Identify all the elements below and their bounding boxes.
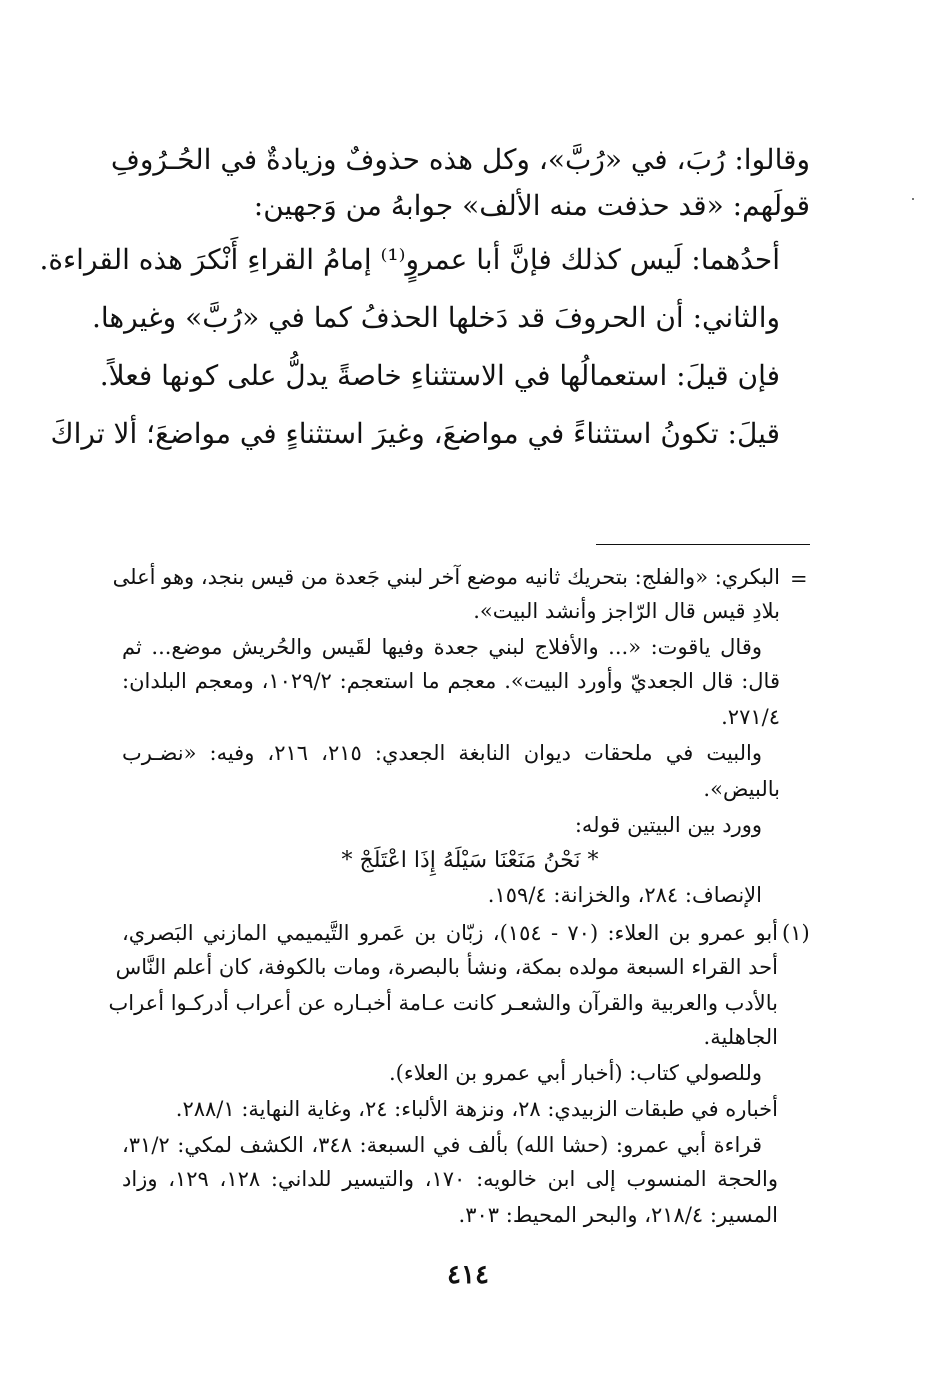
footnote-line-15: أخباره في طبقات الزبيدي: ٢٨، ونزهة الألباء: ٢٤، وغاية النهاية: ٢٨٨/١. [175, 1097, 778, 1121]
main-text-line-5: فإن قيلَ: استعمالُها في الاستثناءِ خاصةً يدلُّ على كونها فعلاً. [99, 359, 780, 392]
footnote-line-7: بالبيض». [703, 777, 780, 801]
footnote-line-12: بالأدب والعربية والقرآن والشعـر كانت عـامة أخبـاره عن أعراب أدركـوا أعراب [108, 991, 778, 1015]
footnote-line-2: بلادِ قيس قال الرّاجز وأنشد البيت». [473, 599, 780, 623]
footnote-line-1: البكري: «والفلج: بتحريك ثانيه موضع آخر لبني جَعدة من قيس بنجد، وهو أعلى [112, 565, 780, 589]
footnote-line-10: أبو عمرو بن العلاء: (٧٠ - ١٥٤)، زبّان بن عَمرو التَّيميمي المازني البَصري، [122, 921, 779, 945]
footnote-line-9: الإنصاف: ٢٨٤، والخزانة: ١٥٩/٤. [487, 883, 762, 907]
main-text-line-3: أحدُهما: لَيس كذلك فإنَّ أبا عمروٍ⁽¹⁾ إمامُ القراءِ أَنْكرَ هذه القراءة. [39, 243, 780, 276]
page-number: ٤١٤ [447, 1260, 489, 1290]
footnote-verse-line: * نَحْنُ مَنَعْنَا سَيْلَهُ إِذَا اعْتَلَجْ * [341, 848, 599, 873]
footnote-line-5: ٢٧١/٤. [721, 705, 780, 729]
main-text-line-4: والثاني: أن الحروفَ قد دَخلها الحذفُ كما في «رُبَّ» وغيرها. [91, 301, 780, 334]
footnote-line-17: والحجة المنسوب إلى ابن خالويه: ١٧٠، والتيسير للداني: ١٢٨، ١٢٩، وزاد [122, 1167, 779, 1191]
footnote-1-mark: (١) [782, 921, 810, 945]
footnote-separator [596, 544, 810, 545]
footnote-line-13: الجاهلية. [703, 1025, 778, 1049]
footnote-line-3: وقال ياقوت: «... والأفلاج لبني جعدة وفيها لقَيس والحُريش موضع... ثم [122, 635, 762, 659]
footnote-line-14: وللصولي كتاب: (أخبار أبي عمرو بن العلاء). [388, 1061, 762, 1085]
main-text-line-6: قيلَ: تكونُ استثناءً في مواضعَ، وغيرَ استثناءٍ في مواضعَ؛ ألا تراكَ [50, 417, 780, 450]
footnote-line-8: وورد بين البيتين قوله: [574, 813, 762, 837]
footnote-line-11: أحد القراء السبعة مولده بمكة، ونشأ بالبصرة، ومات بالكوفة، كان أعلم النَّاس [115, 955, 778, 979]
main-text-line-1: وقالوا: رُبَ، في «رُبَّ»، وكل هذه حذوفٌ وزيادةٌ في الحُـرُوفِ [110, 143, 810, 176]
footnote-line-16: قراءة أبي عمرو: (حشا الله) بألف في السبعة: ٣٤٨، الكشف لمكي: ٣١/٢، [122, 1133, 762, 1157]
footnote-line-18: المسير: ٢١٨/٤، والبحر المحيط: ٣٠٣. [458, 1203, 778, 1227]
main-text-line-2: قولَهم: «قد حذفت منه الألف» جوابهُ من وَجهين: [253, 189, 810, 222]
footnote-line-4: قال: قال الجعديّ وأورد البيت». معجم ما استعجم: ١٠٢٩/٢، ومعجم البلدان: [122, 669, 780, 693]
footnote-continuation-mark: = [790, 567, 808, 591]
scan-speck [912, 198, 914, 200]
footnote-line-6: والبيت في ملحقات ديوان النابغة الجعدي: ٢١٥، ٢١٦، وفيه: «نضـرب [122, 741, 762, 765]
